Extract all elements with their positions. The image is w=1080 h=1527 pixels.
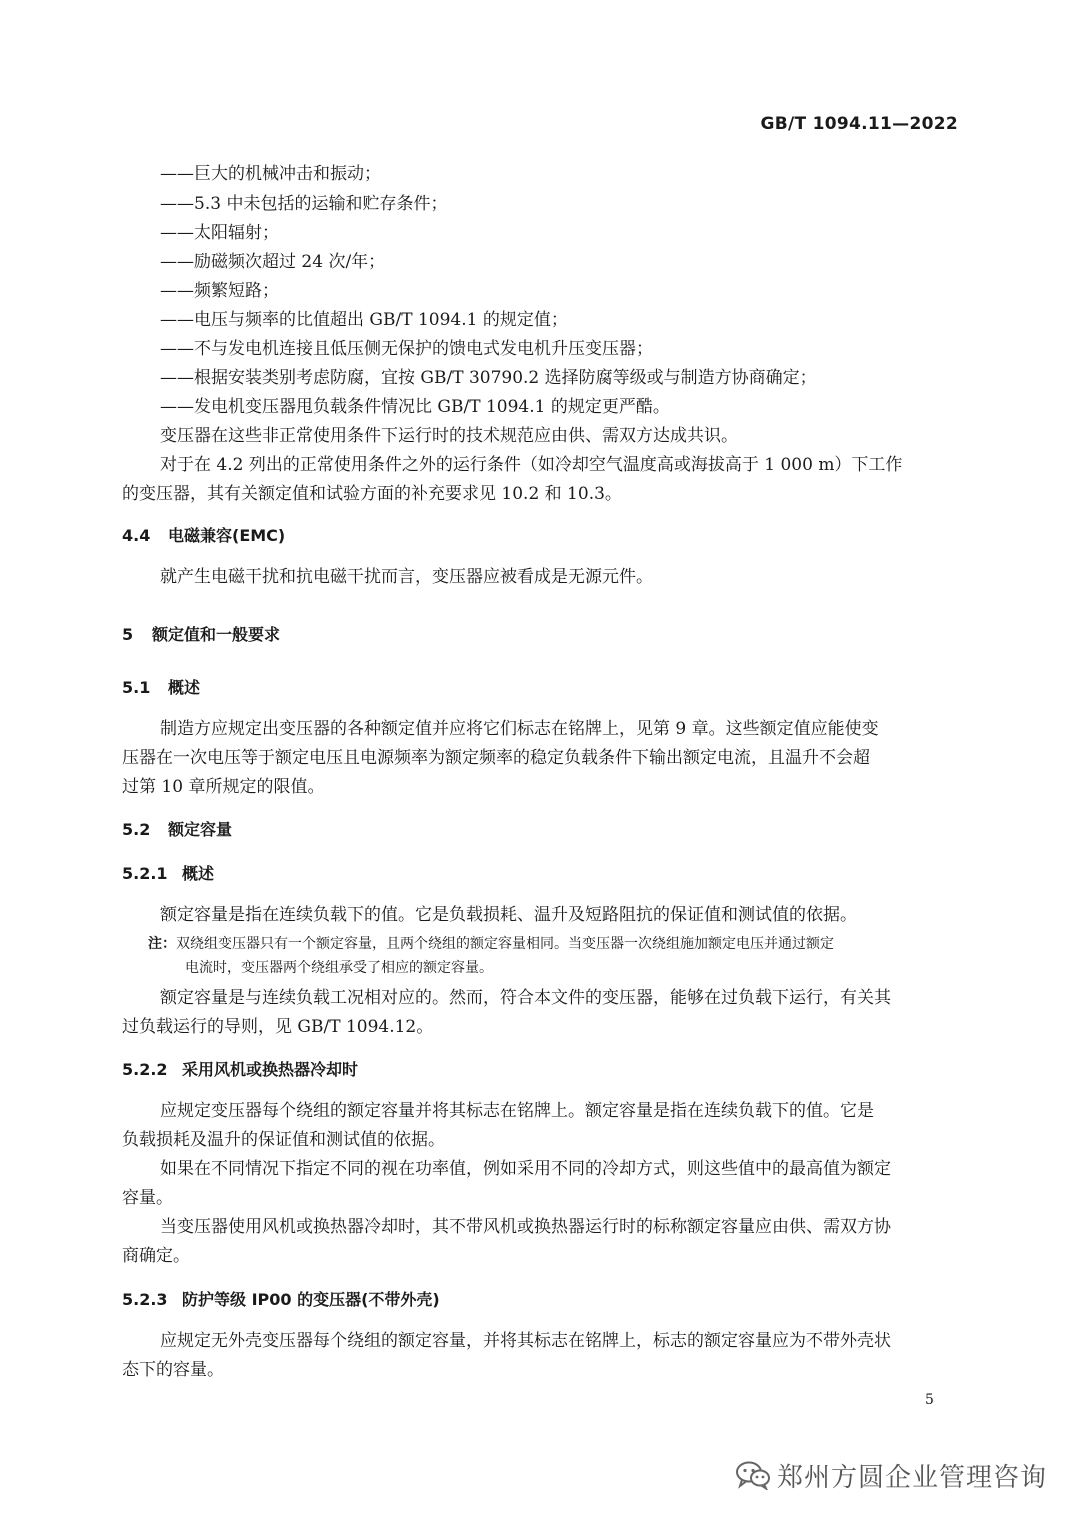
- section-number: 4.4: [122, 526, 151, 545]
- paragraph-line: 额定容量是与连续负载工况相对应的。然而，符合本文件的变压器，能够在过负载下运行，有关其: [160, 988, 891, 1008]
- paragraph-line: 过负载运行的导则，见 GB/T 1094.12。: [122, 1017, 434, 1037]
- paragraph-line: 过第 10 章所规定的限值。: [122, 777, 325, 797]
- paragraph-emc: 就产生电磁干扰和抗电磁干扰而言，变压器应被看成是无源元件。: [160, 567, 653, 587]
- paragraph-line: 容量。: [122, 1188, 173, 1208]
- paragraph-consensus: 变压器在这些非正常使用条件下运行时的技术规范应由供、需双方达成共识。: [160, 426, 738, 446]
- bullet-item: ——发电机变压器甩负载条件情况比 GB/T 1094.1 的规定更严酷。: [160, 397, 670, 417]
- section-number: 5.1: [122, 678, 151, 697]
- section-number: 5: [122, 625, 134, 644]
- paragraph-line: 如果在不同情况下指定不同的视在功率值，例如采用不同的冷却方式，则这些值中的最高值为额定: [160, 1159, 891, 1179]
- section-title: 概述: [182, 864, 215, 883]
- paragraph-supplement-line: 的变压器，其有关额定值和试验方面的补充要求见 10.2 和 10.3。: [122, 484, 622, 504]
- section-title: 防护等级 IP00 的变压器(不带外壳): [182, 1290, 440, 1309]
- section-heading-5-2-2: [122, 1058, 358, 1082]
- bullet-item: ——频繁短路；: [160, 281, 279, 301]
- note-line: 电流时，变压器两个绕组承受了相应的额定容量。: [185, 960, 493, 976]
- document-id: GB/T 1094.11—2022: [760, 114, 958, 134]
- note-label: 注：: [148, 936, 176, 952]
- bullet-item: ——5.3 中未包括的运输和贮存条件；: [160, 194, 448, 214]
- watermark: [735, 1458, 1047, 1492]
- bullet-item: ——电压与频率的比值超出 GB/T 1094.1 的规定值；: [160, 310, 568, 330]
- section-heading-5: [122, 623, 280, 647]
- bullet-item: ——巨大的机械冲击和振动；: [160, 164, 381, 184]
- section-heading-5-2-3: [122, 1288, 440, 1312]
- section-heading-4-4: [122, 524, 285, 548]
- paragraph-line: 当变压器使用风机或换热器冷却时，其不带风机或换热器运行时的标称额定容量应由供、需双方协: [160, 1217, 891, 1237]
- note-line: [148, 933, 834, 955]
- paragraph-line: 制造方应规定出变压器的各种额定值并应将它们标志在铭牌上，见第 9 章。这些额定值应能使变: [160, 719, 879, 739]
- section-title: 采用风机或换热器冷却时: [182, 1060, 359, 1079]
- bullet-item: ——不与发电机连接且低压侧无保护的馈电式发电机升压变压器；: [160, 339, 653, 359]
- page-number: 5: [925, 1392, 934, 1408]
- paragraph-line: 负载损耗及温升的保证值和测试值的依据。: [122, 1130, 445, 1150]
- section-heading-5-1: [122, 676, 200, 700]
- paragraph-line: 应规定变压器每个绕组的额定容量并将其标志在铭牌上。额定容量是指在连续负载下的值。它是: [160, 1101, 874, 1121]
- section-title: 电磁兼容(EMC): [168, 526, 286, 545]
- section-heading-5-2-1: [122, 862, 214, 886]
- paragraph-line: 商确定。: [122, 1246, 190, 1266]
- section-number: 5.2: [122, 820, 151, 839]
- note-text: 双绕组变压器只有一个额定容量，且两个绕组的额定容量相同。当变压器一次绕组施加额定电压并通过额定: [176, 936, 834, 952]
- section-number: 5.2.2: [122, 1060, 168, 1079]
- paragraph-line: 应规定无外壳变压器每个绕组的额定容量，并将其标志在铭牌上，标志的额定容量应为不带外壳状: [160, 1331, 891, 1351]
- bullet-item: ——励磁频次超过 24 次/年；: [160, 252, 386, 272]
- paragraph-line: 额定容量是指在连续负载下的值。它是负载损耗、温升及短路阻抗的保证值和测试值的依据。: [160, 905, 857, 925]
- section-title: 概述: [168, 678, 201, 697]
- section-number: 5.2.3: [122, 1290, 168, 1309]
- bullet-item: ——太阳辐射；: [160, 223, 279, 243]
- section-heading-5-2: [122, 818, 232, 842]
- paragraph-supplement-line: 对于在 4.2 列出的正常使用条件之外的运行条件（如冷却空气温度高或海拔高于 1 000 m）下工作: [160, 455, 903, 475]
- bullet-item: ——根据安装类别考虑防腐，宜按 GB/T 30790.2 选择防腐等级或与制造方协商确定；: [160, 368, 817, 388]
- watermark-text: 郑州方圆企业管理咨询: [777, 1462, 1048, 1493]
- section-title: 额定容量: [168, 820, 233, 839]
- wechat-icon: [735, 1460, 771, 1490]
- paragraph-line: 压器在一次电压等于额定电压且电源频率为额定频率的稳定负载条件下输出额定电流，且温升不会超: [122, 748, 870, 768]
- section-number: 5.2.1: [122, 864, 168, 883]
- paragraph-line: 态下的容量。: [122, 1360, 224, 1380]
- section-title: 额定值和一般要求: [152, 625, 281, 644]
